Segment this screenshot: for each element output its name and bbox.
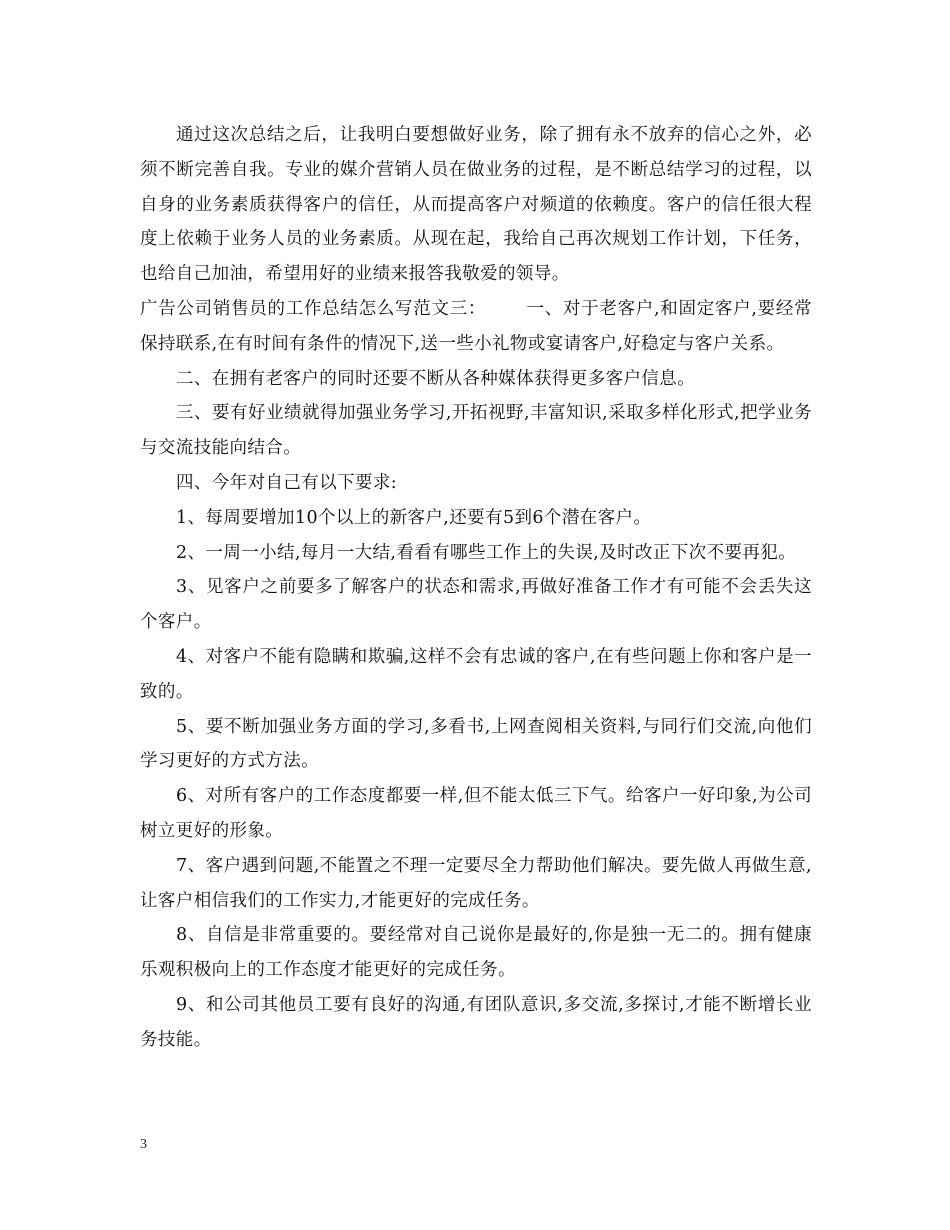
requirement-8: 8、自信是非常重要的。要经常对自己说你是最好的,你是独一无二的。拥有健康乐观积极向上的工作态度才能更好的完成任务。 <box>140 925 812 981</box>
requirement-1: 1、每周要增加10个以上的新客户,还要有5到6个潜在客户。 <box>176 507 652 528</box>
requirement-7: 7、客户遇到问题,不能置之不理一定要尽全力帮助他们解决。要先做人再做生意,让客户相信我们的工作实力,才能更好的完成任务。 <box>140 855 812 911</box>
item-2: 二、在拥有老客户的同时还要不断从各种媒体获得更多客户信息。 <box>176 368 696 389</box>
item-3: 三、要有好业绩就得加强业务学习,开拓视野,丰富知识,采取多样化形式,把学业务与交流技能向结合。 <box>140 403 812 459</box>
requirement-5: 5、要不断加强业务方面的学习,多看书,上网查阅相关资料,与同行们交流,向他们学习更好的方式方法。 <box>140 716 812 772</box>
requirement-4: 4、对客户不能有隐瞒和欺骗,这样不会有忠诚的客户,在有些问题上你和客户是一致的。 <box>140 646 812 702</box>
section-first-item: 一、对于老客户,和固定客户,要经常保持联系,在有时间有条件的情况下,送一些小礼物或宴请客户,好稳定与客户关系。 <box>140 298 812 354</box>
section-first-paragraph <box>140 292 812 362</box>
section-heading: 广告公司销售员的工作总结怎么写范文三： <box>140 298 487 319</box>
requirement-3: 3、见客户之前要多了解客户的状态和需求,再做好准备工作才有可能不会丢失这个客户。 <box>140 577 812 633</box>
requirement-6: 6、对所有客户的工作态度都要一样,但不能太低三下气。给客户一好印象,为公司树立更好的形象。 <box>140 786 812 841</box>
document-body <box>140 118 812 1058</box>
intro-paragraph: 通过这次总结之后，让我明白要想做好业务，除了拥有永不放弃的信心之外，必须不断完善自我。专业的媒介营销人员在做业务的过程，是不断总结学习的过程，以自身的业务素质获得客户的信任，从而提高客户对频道的依赖度。客户的信任很大程度上依赖于业务人员的业务素质。从现在起，我给自己再次规划工作计划，下任务，也给自己加油，希望用好的业绩来报答我敬爱的领导。 <box>140 125 812 285</box>
page-number: 3 <box>140 1137 147 1152</box>
requirement-2: 2、一周一小结,每月一大结,看看有哪些工作上的失误,及时改正下次不要再犯。 <box>176 542 797 563</box>
requirement-9: 9、和公司其他员工要有良好的沟通,有团队意识,多交流,多探讨,才能不断增长业务技能。 <box>140 994 812 1050</box>
item-4: 四、今年对自己有以下要求: <box>176 472 398 493</box>
